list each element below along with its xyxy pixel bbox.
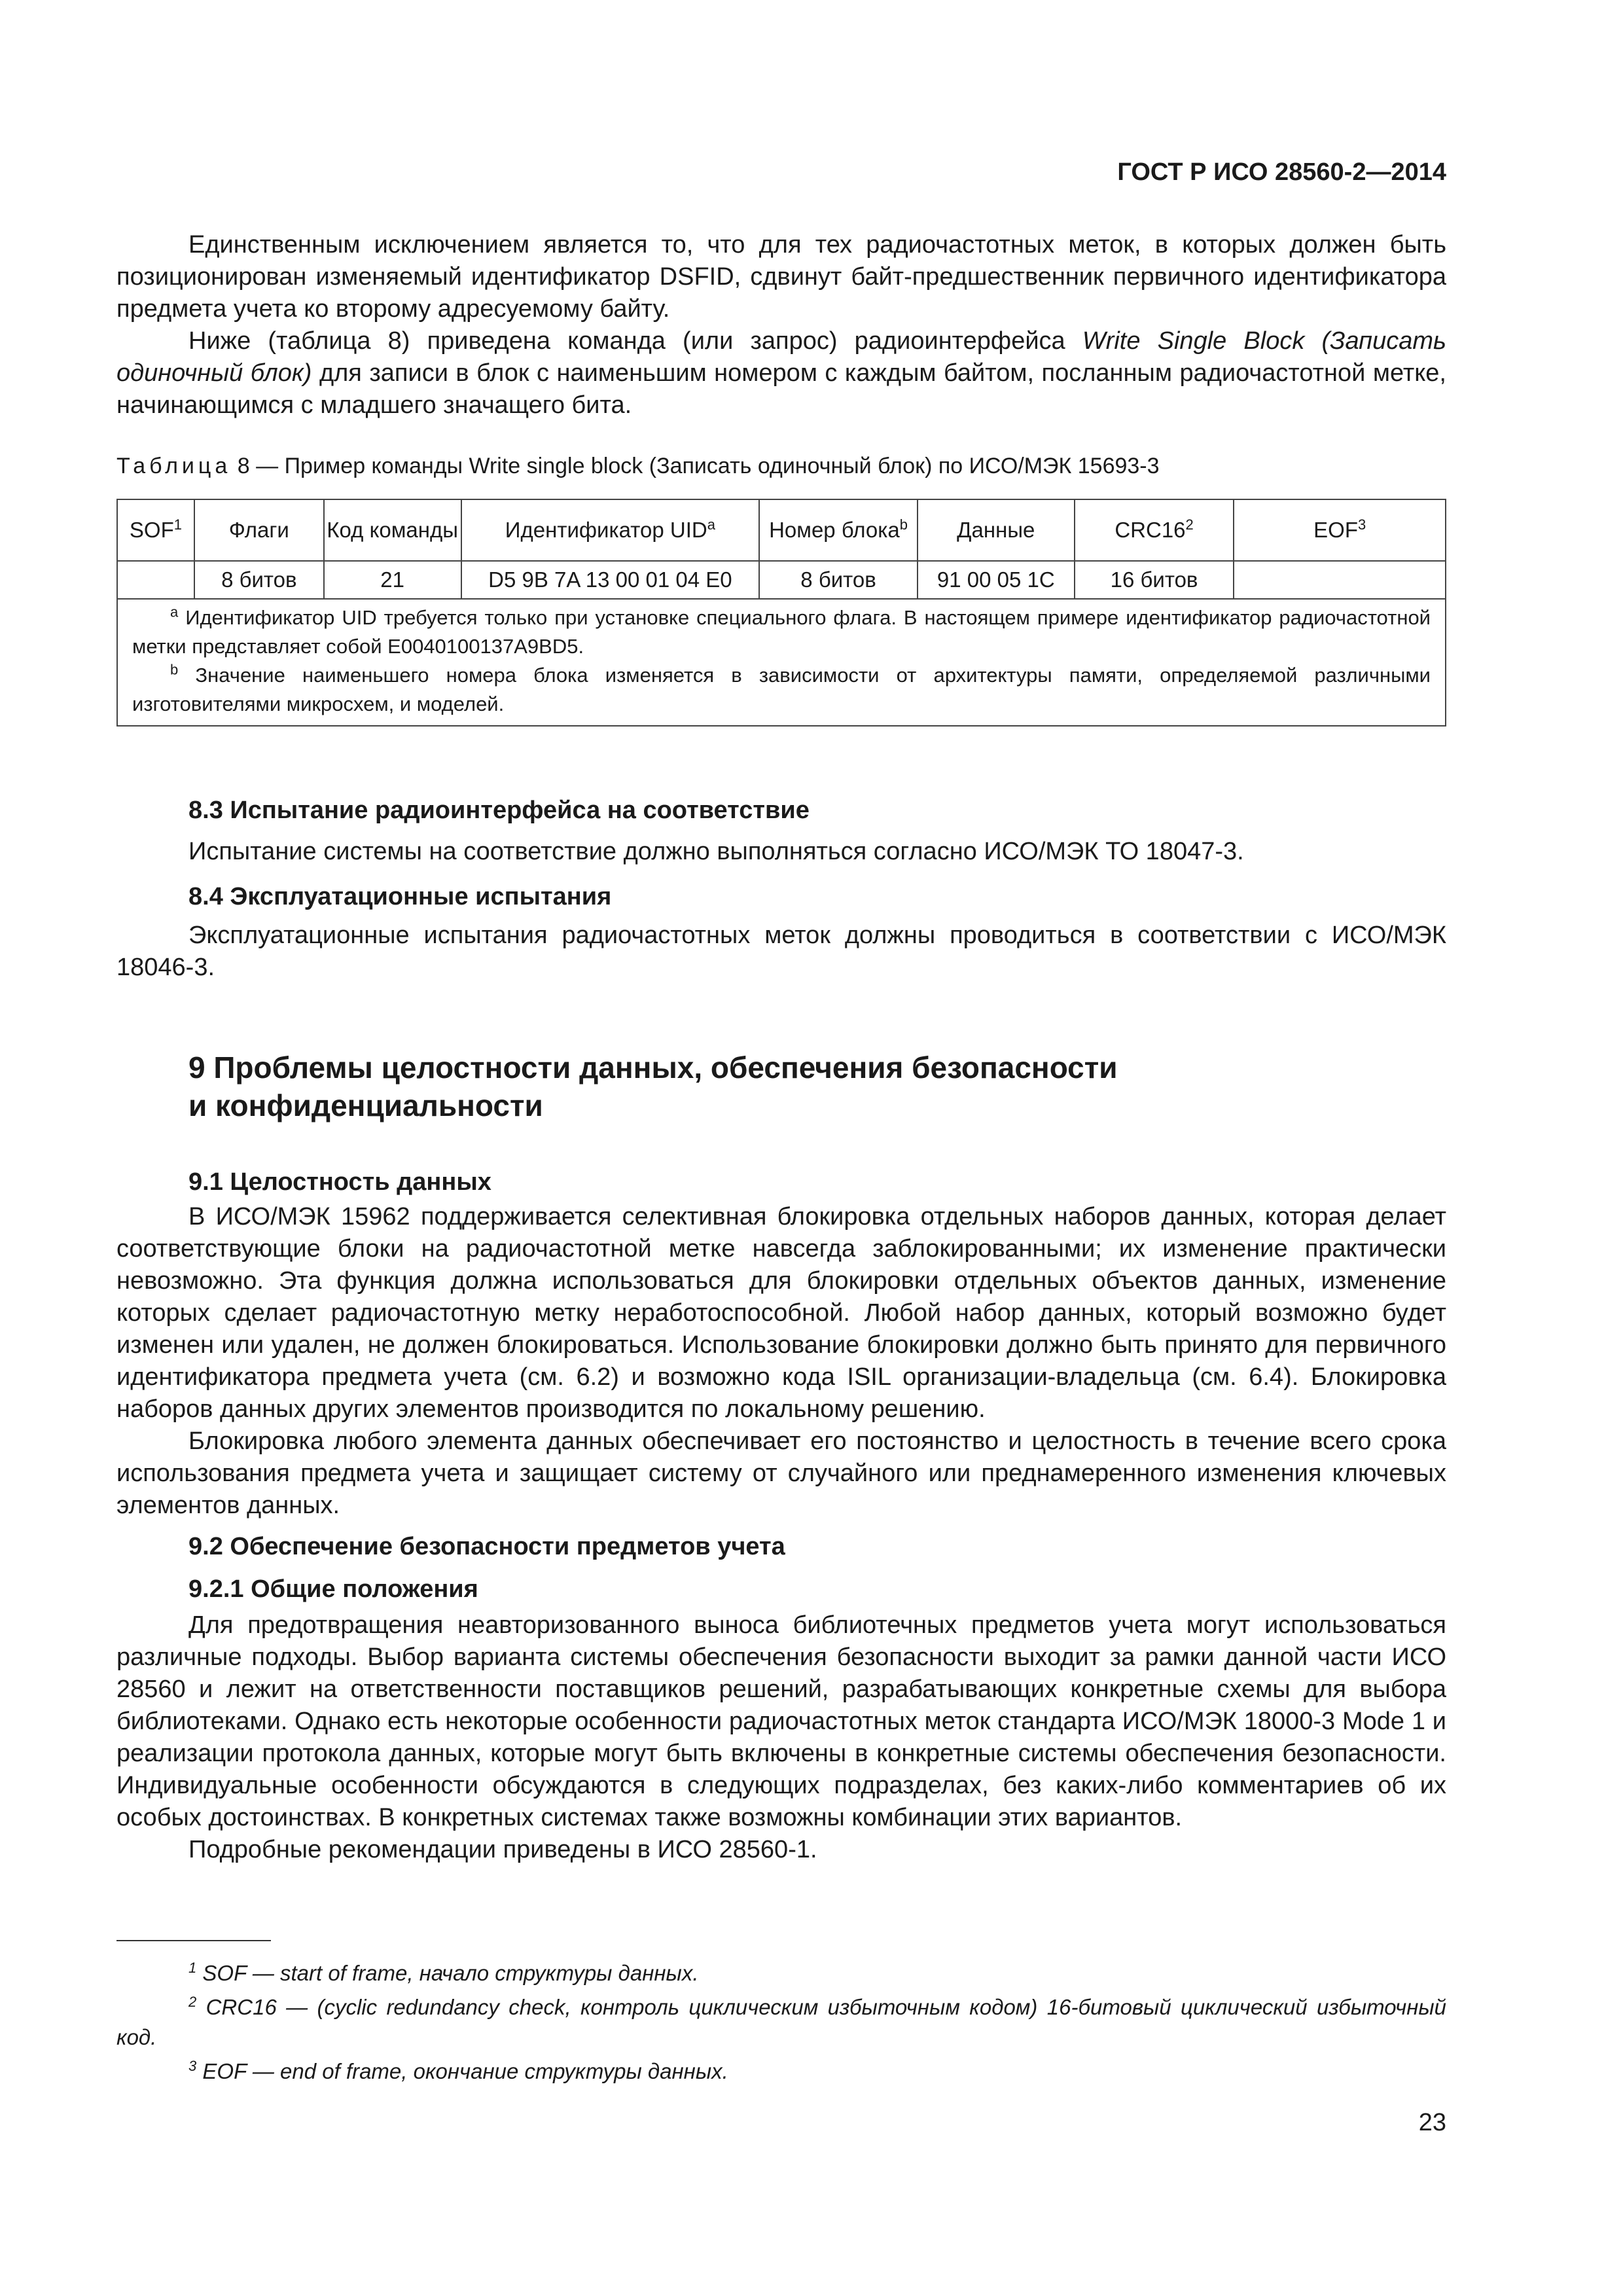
table-header-cell: SOF$^1$ [117,499,194,561]
table-cell [117,561,194,599]
table-header-cell: Идентификатор UID$^a$ [461,499,760,561]
table-header-cell: Флаги [194,499,324,561]
table-cell: D5 9B 7A 13 00 01 04 E0 [461,561,760,599]
table-header-cell: Код команды [324,499,461,561]
section-8-3-title: 8.3 Испытание радиоинтерфейса на соответствие [188,797,810,824]
table-row [117,561,1446,599]
footnote-2: $^2$ CRC16 — (cyclic redundancy check, контроль циклическим избыточным кодом) 16-битовый циклический избыточный код. [116,1994,1447,2049]
document-code: ГОСТ Р ИСО 28560-2—2014 [1117,158,1446,186]
table-header-cell: EOF$^3$ [1234,499,1446,561]
intro-p2-emphasis: Write Single Block (Записать одиночный блок) [116,327,1446,387]
section-9 [116,1049,1446,1124]
table-notes-row [117,599,1446,726]
intro [116,229,1446,422]
table-header-row [117,499,1446,561]
section-9-title-line-1: 9 Проблемы целостности данных, обеспечения безопасности [188,1050,1118,1085]
table-caption-label: Таблица [116,454,232,478]
table-note-a: $^a$ Идентификатор UID требуется только при установке специального флага. В настоящем примере идентификатор радиочастотной метки представляет собой E0040100137A9BD5. [132,603,1431,658]
section-8-4-text: Эксплуатационные испытания радиочастотных меток должны проводиться в соответствии с ИСО/МЭК 18046-3. [116,922,1446,981]
intro-p2-start: Ниже (таблица 8) приведена команда (или запрос) радиоинтерфейса [188,327,1082,355]
section-8-4-title: 8.4 Эксплуатационные испытания [188,883,612,910]
section-9-2-1-title: 9.2.1 Общие положения [188,1575,478,1603]
section-8-4 [116,881,1446,984]
section-9-1-paragraph-1: В ИСО/МЭК 15962 поддерживается селективная блокировка отдельных наборов данных, которая делает соответствующие блоки на радиочастотной метке навсегда заблокированными; их изменение практически невозможно. Эта функция должна использоваться для блокировки отдельных объектов данных, изменение которых сделает радиочастотную метку неработоспособной. Любой набор данных, который возможно будет изменен или удален, не должен блокироваться. Использование блокировки должно быть принято для первичного идентификатора предмета учета (см. 6.2) и возможно кода ISIL организации-владельца (см. 6.4). Блокировка наборов данных других элементов производится по локальному решению. [116,1203,1446,1423]
table-cell [1234,561,1446,599]
footnote-3: $^3$ EOF — end of frame, окончание структуры данных. [188,2058,728,2083]
table-header-cell: Данные [918,499,1075,561]
section-8-3-text: Испытание системы на соответствие должно выполняться согласно ИСО/МЭК ТО 18047-3. [188,838,1244,865]
table-notes [117,599,1446,726]
intro-paragraph-2 [116,325,1446,422]
table-cell: 16 битов [1075,561,1234,599]
table-cell: 91 00 05 1C [918,561,1075,599]
table-note-b: $^b$ Значение наименьшего номера блока изменяется в зависимости от архитектуры памяти, определяемой различными изготовителями микросхем, и моделей. [132,661,1431,715]
footnote-separator [116,1940,271,1941]
command-table [116,499,1446,726]
table-header-cell: Номер блока$^b$ [759,499,918,561]
footnote-1: $^1$ SOF — start of frame, начало структуры данных. [188,1960,699,1985]
section-9-2-1-paragraph-2: Подробные рекомендации приведены в ИСО 28560-1. [188,1836,817,1863]
table-cell: 21 [324,561,461,599]
section-9-1 [116,1166,1446,1866]
table-header-cell: $CRC16^2$ [1075,499,1234,561]
table-cell: 8 битов [194,561,324,599]
section-9-1-paragraph-2: Блокировка любого элемента данных обеспечивает его постоянство и целостность в течение всего срока использования предмета учета и защищает систему от случайного или преднамеренного изменения ключевых элементов данных. [116,1427,1446,1519]
section-9-1-title: 9.1 Целостность данных [188,1168,491,1196]
intro-paragraph-1: Единственным исключением является то, что для тех радиочастотных меток, в которых должен быть позиционирован изменяемый идентификатор DSFID, сдвинут байт-предшественник первичного идентификатора предмета учета ко второму адресуемому байту. [116,231,1446,323]
intro-p2-end: для записи в блок с наименьшим номером с каждым байтом, посланным радиочастотной метке, начинающимся с младшего значащего бита. [116,359,1446,419]
footnotes [116,1958,1446,2087]
section-8-3 [116,795,1446,868]
section-9-2-title: 9.2 Обеспечение безопасности предметов учета [188,1533,785,1560]
table-caption-text: 8 — Пример команды Write single block (Записать одиночный блок) по ИСО/МЭК 15693-3 [237,454,1160,478]
table-cell: 8 битов [759,561,918,599]
section-9-2-1-paragraph-1: Для предотвращения неавторизованного выноса библиотечных предметов учета могут использоваться различные подходы. Выбор варианта системы обеспечения безопасности выходит за рамки данной части ИСО 28560 и лежит на ответственности поставщиков решений, разрабатывающих конкретные схемы для выбора библиотеками. Однако есть некоторые особенности радиочастотных меток стандарта ИСО/МЭК 18000-3 Mode 1 и реализации протокола данных, которые могут быть включены в конкретные системы обеспечения безопасности. Индивидуальные особенности обсуждаются в следующих подразделах, без каких-либо комментариев об их особых достоинствах. В конкретных системах также возможны комбинации этих вариантов. [116,1611,1446,1831]
table-caption [116,454,1160,479]
section-9-title-line-2: и конфиденциальности [188,1088,543,1122]
page-number: 23 [1418,2109,1446,2136]
